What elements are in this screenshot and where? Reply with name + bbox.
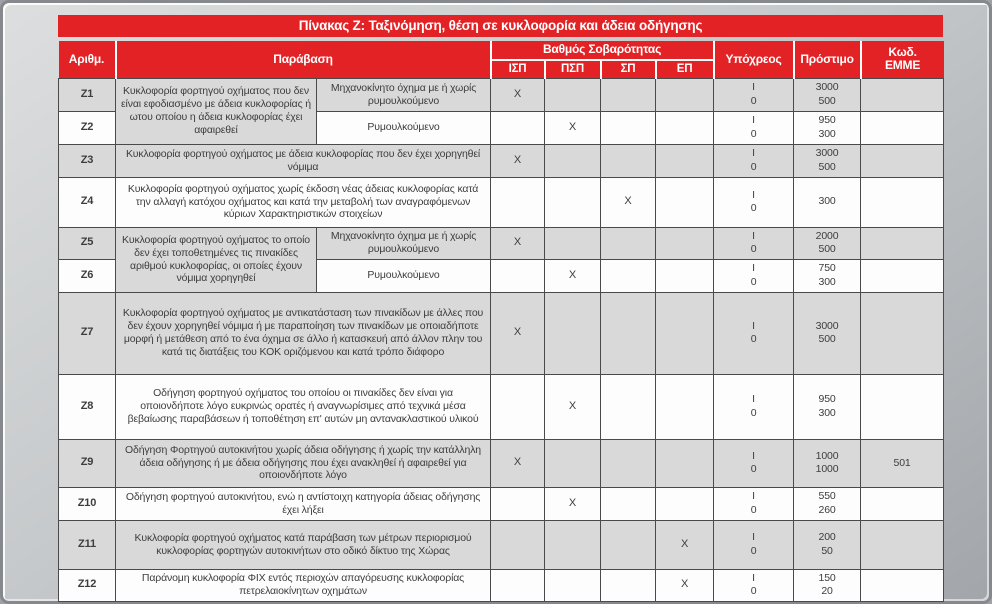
severity-isp-cell: X (491, 144, 545, 177)
fine-line2: 300 (818, 406, 836, 419)
obligor-line2: 0 (750, 160, 757, 173)
severity-ep-cell (656, 78, 714, 111)
violation-cell: Κυκλοφορία φορτηγού οχήματος με αντικατάσταση των πινακίδων με άλλες που δεν έχουν χορηγηθεί νόμιμα ή με παραποίηση των πινακίδων με οποιαδήποτε μορφή ή μετάθεση από το ένα όχημα σε άλλο ή κατασκευή από άλλον πλην του κατά τις διατάξεις του ΚΟΚ οριζόμενου και κατά τρόπο διάφορο (116, 292, 491, 374)
severity-isp-cell: X (491, 439, 545, 487)
violation-main-cell: Κυκλοφορία φορτηγού οχήματος που δεν είναι εφοδιασμένο με άδεια κυκλοφορίας ή ωτου οποίου η άδεια κυκλοφορίας έχει αφαιρεθεί (116, 78, 317, 144)
fine-line2: 300 (818, 127, 836, 140)
table-row-z10 (59, 487, 944, 520)
severity-sp-cell (601, 292, 656, 374)
obligor-line1: I (752, 188, 755, 201)
obligor-line2: 0 (750, 275, 757, 288)
code-cell (861, 78, 944, 111)
fine-line1: 200 (818, 531, 836, 543)
row-number: Z2 (59, 111, 116, 144)
severity-sp-cell (601, 569, 656, 601)
row-number: Z12 (59, 569, 116, 601)
severity-psp-cell (545, 78, 601, 111)
code-cell: 501 (861, 439, 944, 487)
table-row-z1 (59, 78, 944, 111)
fine-cell (794, 569, 861, 601)
fine-line2: 20 (821, 585, 833, 597)
severity-isp-cell: X (491, 78, 545, 111)
fine-cell (794, 177, 861, 227)
severity-isp-cell: X (491, 292, 545, 374)
fine-line2: 1000 (815, 463, 839, 475)
severity-sp-cell: X (601, 177, 656, 227)
severity-sp-cell (601, 487, 656, 520)
fine-line1: 950 (818, 114, 836, 126)
fine-cell (794, 78, 861, 111)
severity-psp-cell (545, 144, 601, 177)
header-violation: Παράβαση (116, 41, 491, 78)
table-row-z4 (59, 177, 944, 227)
fine-line1: 550 (818, 490, 836, 502)
header-code (861, 41, 944, 78)
fine-line1: 3000 (815, 319, 839, 332)
obligor-line1: I (752, 81, 755, 93)
header-severity-psp: ΠΣΠ (545, 60, 601, 78)
fine-cell (794, 439, 861, 487)
header-severity-isp: ΙΣΠ (491, 60, 545, 78)
header-severity-group: Βαθμός Σοβαρότητας (491, 41, 714, 60)
code-cell (861, 227, 944, 259)
row-number: Z9 (59, 439, 116, 487)
obligor-line2: 0 (750, 503, 757, 516)
severity-ep-cell (656, 439, 714, 487)
header-code-line2: ΕΜΜΕ (884, 58, 921, 73)
severity-ep-cell (656, 111, 714, 144)
fine-cell (794, 259, 861, 292)
severity-sp-cell (601, 259, 656, 292)
fine-line2: 300 (818, 275, 836, 288)
violation-cell: Κυκλοφορία φορτηγού οχήματος χωρίς έκδοση νέας άδειας κυκλοφορίας κατά την αλλαγή κατόχου οχήματος και κατά την μεταβολή των αναγραφόμενων κύριων Χαρακτηριστικών στοιχείων (116, 177, 491, 227)
violation-main-cell: Κυκλοφορία φορτηγού οχήματος το οποίο δεν έχει τοποθετημένες τις πινακίδες αριθμού κυκλοφορίας, οι οποίες έχουν νόμιμα χορηγηθεί (116, 227, 317, 292)
fine-line1: 3000 (815, 81, 839, 93)
severity-psp-cell (545, 177, 601, 227)
severity-psp-cell (545, 569, 601, 601)
row-number: Z10 (59, 487, 116, 520)
obligor-cell (714, 292, 794, 374)
violation-cell: Οδήγηση φορτηγού οχήματος του οποίου οι πινακίδες δεν είναι για οποιονδήποτε λόγο ευκρινώς ορατές ή αναγνωρίσιμες από τεχνικά μέσα βεβαίωσης παραβάσεων ή τοποθέτηση επ' αυτών μη αντανακλαστικού υλικού (116, 374, 491, 439)
header-fine: Πρόστιμο (794, 41, 861, 78)
obligor-line2: 0 (750, 94, 757, 107)
row-number: Z7 (59, 292, 116, 374)
severity-isp-cell (491, 111, 545, 144)
obligor-cell (714, 78, 794, 111)
violations-table (58, 41, 944, 602)
fine-line1: 1000 (815, 449, 839, 462)
severity-sp-cell (601, 227, 656, 259)
code-cell (861, 259, 944, 292)
fine-line2: 500 (818, 333, 836, 345)
header-number: Αριθμ. (59, 41, 116, 78)
severity-ep-cell (656, 487, 714, 520)
severity-sp-cell (601, 111, 656, 144)
severity-ep-cell: X (656, 520, 714, 569)
violation-cell: Κυκλοφορία φορτηγού οχήματος κατά παράβαση των μέτρων περιορισμού κυκλοφορίας φορτηγών αυτοκινήτων στο οδικό δίκτυο της Χώρας (116, 520, 491, 569)
obligor-cell (714, 259, 794, 292)
header-severity-ep: ΕΠ (656, 60, 714, 78)
code-cell (861, 569, 944, 601)
severity-sp-cell (601, 439, 656, 487)
obligor-line1: I (752, 490, 755, 502)
table-row-z11 (59, 520, 944, 569)
violation-sub-cell: Μηχανοκίνητο όχημα με ή χωρίς ρυμουλκούμενο (317, 227, 491, 259)
severity-sp-cell (601, 144, 656, 177)
severity-ep-cell (656, 292, 714, 374)
fine-line1: 750 (818, 262, 836, 274)
severity-sp-cell (601, 374, 656, 439)
code-cell (861, 292, 944, 374)
fine-line2: 50 (821, 544, 833, 557)
obligor-cell (714, 177, 794, 227)
violation-sub-cell: Ρυμουλκούμενο (317, 111, 491, 144)
obligor-cell (714, 374, 794, 439)
row-number: Z6 (59, 259, 116, 292)
obligor-line1: I (752, 393, 755, 405)
fine-line1: 150 (818, 571, 836, 584)
row-number: Z4 (59, 177, 116, 227)
table-row-z9 (59, 439, 944, 487)
severity-isp-cell: X (491, 227, 545, 259)
severity-psp-cell: X (545, 111, 601, 144)
fine-line2: 500 (818, 243, 836, 255)
obligor-line1: I (752, 114, 755, 126)
severity-isp-cell (491, 374, 545, 439)
obligor-line1: I (752, 147, 755, 159)
code-cell (861, 144, 944, 177)
table-title: Πίνακας Ζ: Ταξινόμηση, θέση σε κυκλοφορία και άδεια οδήγησης (58, 15, 943, 37)
severity-isp-cell (491, 259, 545, 292)
severity-psp-cell (545, 439, 601, 487)
table-row-z5 (59, 227, 944, 259)
code-cell (861, 374, 944, 439)
fine-line2: 260 (818, 503, 836, 516)
code-cell (861, 177, 944, 227)
violation-sub-cell: Μηχανοκίνητο όχημα με ή χωρίς ρυμουλκούμενο (317, 78, 491, 111)
fine-line2: 500 (818, 160, 836, 173)
obligor-line2: 0 (750, 333, 757, 345)
fine-cell (794, 227, 861, 259)
row-number: Z8 (59, 374, 116, 439)
code-cell (861, 520, 944, 569)
obligor-cell (714, 439, 794, 487)
severity-isp-cell (491, 487, 545, 520)
row-number: Z5 (59, 227, 116, 259)
severity-psp-cell (545, 520, 601, 569)
fine-line1: 3000 (815, 147, 839, 159)
table-row-z3 (59, 144, 944, 177)
header-obligor: Υπόχρεος (714, 41, 794, 78)
fine-cell (794, 144, 861, 177)
obligor-line1: I (752, 319, 755, 332)
severity-psp-cell: X (545, 259, 601, 292)
violation-cell: Οδήγηση Φορτηγού αυτοκινήτου χωρίς άδεια οδήγησης ή χωρίς την κατάλληλη άδεια οδήγησης ή με άδεια οδήγησης που έχει ανακληθεί ή αφαιρεθεί για οποιονδήποτε λόγο (116, 439, 491, 487)
obligor-line2: 0 (750, 406, 757, 419)
obligor-cell (714, 569, 794, 601)
obligor-line2: 0 (750, 127, 757, 140)
obligor-line1: I (752, 229, 755, 242)
obligor-line2: 0 (750, 544, 757, 557)
obligor-cell (714, 487, 794, 520)
violations-table-container (58, 15, 943, 602)
fine-cell (794, 111, 861, 144)
obligor-line2: 0 (750, 243, 757, 255)
fine-cell (794, 487, 861, 520)
violation-cell: Κυκλοφορία φορτηγού οχήματος με άδεια κυκλοφορίας που δεν έχει χορηγηθεί νόμιμα (116, 144, 491, 177)
fine-line1: 2000 (815, 229, 839, 242)
code-cell (861, 111, 944, 144)
table-row-z12 (59, 569, 944, 601)
severity-ep-cell: X (656, 569, 714, 601)
table-header (59, 41, 944, 78)
fine-cell (794, 520, 861, 569)
severity-isp-cell (491, 177, 545, 227)
obligor-line1: I (752, 449, 755, 462)
severity-ep-cell (656, 227, 714, 259)
violation-sub-cell: Ρυμουλκούμενο (317, 259, 491, 292)
severity-ep-cell (656, 259, 714, 292)
obligor-cell (714, 111, 794, 144)
obligor-cell (714, 520, 794, 569)
table-row-z7 (59, 292, 944, 374)
obligor-line2: 0 (750, 463, 757, 475)
severity-psp-cell (545, 227, 601, 259)
table-row-z8 (59, 374, 944, 439)
severity-isp-cell (491, 520, 545, 569)
violation-cell: Οδήγηση φορτηγού αυτοκινήτου, ενώ η αντίστοιχη κατηγορία άδειας οδήγησης έχει λήξει (116, 487, 491, 520)
obligor-line1: I (752, 262, 755, 274)
row-number: Z1 (59, 78, 116, 111)
severity-sp-cell (601, 78, 656, 111)
severity-psp-cell: X (545, 374, 601, 439)
header-severity-sp: ΣΠ (601, 60, 656, 78)
code-cell (861, 487, 944, 520)
obligor-line2: 0 (750, 585, 757, 597)
fine-line1: 300 (818, 195, 836, 208)
obligor-line2: 0 (750, 202, 757, 214)
fine-line2: 500 (818, 94, 836, 107)
severity-ep-cell (656, 374, 714, 439)
severity-sp-cell (601, 520, 656, 569)
obligor-cell (714, 227, 794, 259)
table-body (59, 78, 944, 601)
obligor-line1: I (752, 571, 755, 584)
row-number: Z3 (59, 144, 116, 177)
fine-cell (794, 374, 861, 439)
obligor-line1: I (752, 531, 755, 543)
header-code-line1: Κωδ. (888, 45, 917, 60)
fine-cell (794, 292, 861, 374)
severity-isp-cell (491, 569, 545, 601)
severity-ep-cell (656, 177, 714, 227)
severity-psp-cell: X (545, 487, 601, 520)
severity-ep-cell (656, 144, 714, 177)
violation-cell: Παράνομη κυκλοφορία ΦΙΧ εντός περιοχών απαγόρευσης κυκλοφορίας πετρελαιοκίνητων οχημάτων (116, 569, 491, 601)
row-number: Z11 (59, 520, 116, 569)
fine-line1: 950 (818, 393, 836, 405)
severity-psp-cell (545, 292, 601, 374)
obligor-cell (714, 144, 794, 177)
